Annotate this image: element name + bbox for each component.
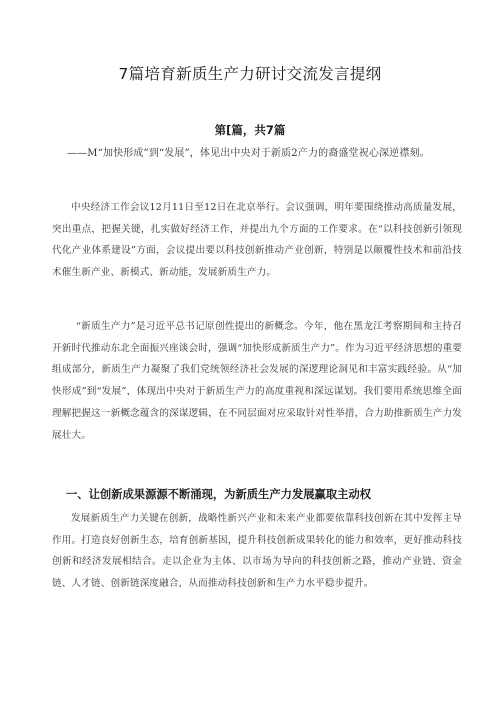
section-heading: 一、让创新成果源源不断涌现，为新质生产力发展赢取主动权 bbox=[66, 488, 372, 501]
body-paragraph: 中央经济工作会议12月11日至12日在北京举行。会议强调，明年要围绕推动高质量发展，突出重点，把握关键，扎实做好经济工作，并提出九个方面的工作要求。在“以科技创新引领现代化产业体系建设”方面，会议提出要以科技创新推动产业创新，特别是以颠覆性技术和前沿技术催生新产业、新模式、新动能，发展新质生产力。 bbox=[52, 202, 462, 279]
subtitle-paragraph: ——M“加快形成”到“发展”，体见出中央对于新质2产力的裔盛堂祝心深逆襟刻。 bbox=[67, 148, 430, 159]
body-paragraph: “新质生产力”是习近平总书记原创性提出的新概念。今年，他在黑龙江考察期间和主持召开新时代推动东北全面振兴座谈会时，强调“加快形成新质生产力”。作为习近平经济思想的重要组成部分，新质生产力凝聚了我们党统领经济社会发展的深逻理论洞见和丰富实践经验。从“加快形成”到“发展”，体现出中央对于新质生产力的高度重视和深远谋划。我们要用系统思维全面理解把握这一新概念蕴含的深谋逻辑，在不同层面对应采取针对性举措，合力助推新质生产力发展壮大。 bbox=[52, 321, 462, 441]
part-heading: 第[篇，共7篇 bbox=[214, 123, 286, 137]
section-paragraph: 发展新质生产力关键在创新，战略性新兴产业和未来产业都要依靠科技创新在其中发挥主导作用。打造良好创新生态，培育创新基因，提升科技创新成果转化的能力和效率，更好推动科技创新和经济发展相结合。走以企业为主体、以市场为导向的科技创新之路，推动产业链、资金链、人才链、创新链深度融合，从而推动科技创新和生产力水平稳步提升。 bbox=[52, 513, 462, 590]
document-title: 7篇培育新质生产力研讨交流发言提纲 bbox=[118, 65, 382, 83]
